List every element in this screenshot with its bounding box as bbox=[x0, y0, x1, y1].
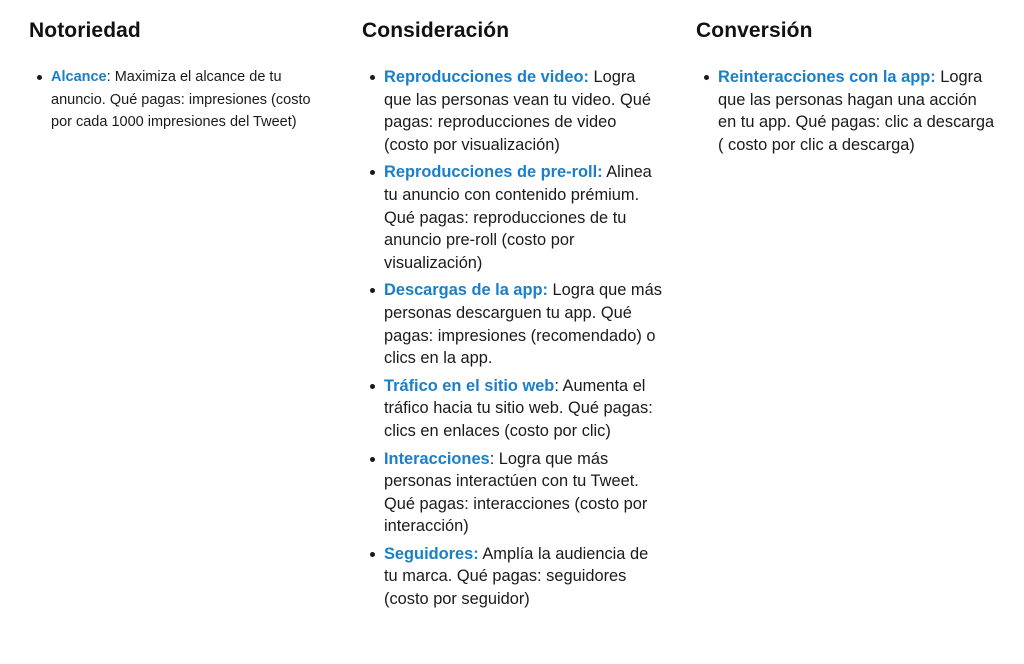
column-title-consideracion: Consideración bbox=[362, 19, 510, 42]
objective-list-conversion bbox=[696, 66, 996, 156]
link-seguidores[interactable]: Seguidores: bbox=[384, 544, 479, 563]
link-reproducciones-preroll[interactable]: Reproducciones de pre-roll: bbox=[384, 163, 603, 182]
link-reinteracciones-app[interactable]: Reinteracciones con la app: bbox=[718, 68, 936, 86]
link-reproducciones-video[interactable]: Reproducciones de video: bbox=[384, 68, 589, 86]
column-title-conversion: Conversión bbox=[696, 19, 813, 42]
item-description: Logra que las personas hagan una acción en tu app. Qué pagas: clic a descarga ( costo por clic a descarga) bbox=[718, 68, 995, 154]
item-description: Maximiza el alcance de tu anuncio. Qué pagas: impresiones (costo por cada 1000 impresiones del Tweet) bbox=[51, 69, 311, 130]
item-description: Logra que las personas vean tu video. Qué pagas: reproducciones de video (costo por visualización) bbox=[384, 68, 651, 154]
list-item-trafico-sitio-web: Tráfico en el sitio web: Aumenta el tráfico hacia tu sitio web. Qué pagas: clics en enlaces (costo por clic) bbox=[362, 375, 662, 443]
list-item-descargas-app bbox=[362, 279, 662, 369]
list-item-reproducciones-video bbox=[362, 66, 662, 156]
item-description: Logra que más personas descarguen tu app. Qué pagas: impresiones (recomendado) o clics en la app. bbox=[384, 281, 662, 368]
item-description: Aumenta el tráfico hacia tu sitio web. Qué pagas: clics en enlaces (costo por clic) bbox=[384, 376, 653, 440]
list-item-seguidores bbox=[362, 543, 662, 611]
list-item-reinteracciones-app bbox=[696, 66, 996, 156]
item-description: Logra que más personas interactúen con tu Tweet. Qué pagas: interacciones (costo por interacción) bbox=[384, 449, 648, 536]
column-title-notoriedad: Notoriedad bbox=[29, 19, 141, 42]
list-item-alcance: Alcance: Maximiza el alcance de tu anuncio. Qué pagas: impresiones (costo por cada 1000 impresiones del Tweet) bbox=[29, 66, 329, 134]
list-item-interacciones: Interacciones: Logra que más personas interactúen con tu Tweet. Qué pagas: interacciones (costo por interacción) bbox=[362, 448, 662, 538]
objective-list-consideracion bbox=[362, 66, 662, 611]
item-description: Amplía la audiencia de tu marca. Qué pagas: seguidores (costo por seguidor) bbox=[384, 544, 649, 609]
item-description: Alinea tu anuncio con contenido prémium. Qué pagas: reproducciones de tu anuncio pre-roll (costo por visualización) bbox=[384, 163, 652, 272]
list-item-reproducciones-preroll bbox=[362, 161, 662, 274]
objective-list-notoriedad bbox=[29, 66, 329, 134]
link-descargas-app[interactable]: Descargas de la app: bbox=[384, 281, 548, 300]
link-alcance[interactable]: Alcance bbox=[51, 69, 107, 85]
link-trafico-sitio-web[interactable]: Tráfico en el sitio web bbox=[384, 376, 555, 395]
link-interacciones[interactable]: Interacciones bbox=[384, 449, 490, 468]
